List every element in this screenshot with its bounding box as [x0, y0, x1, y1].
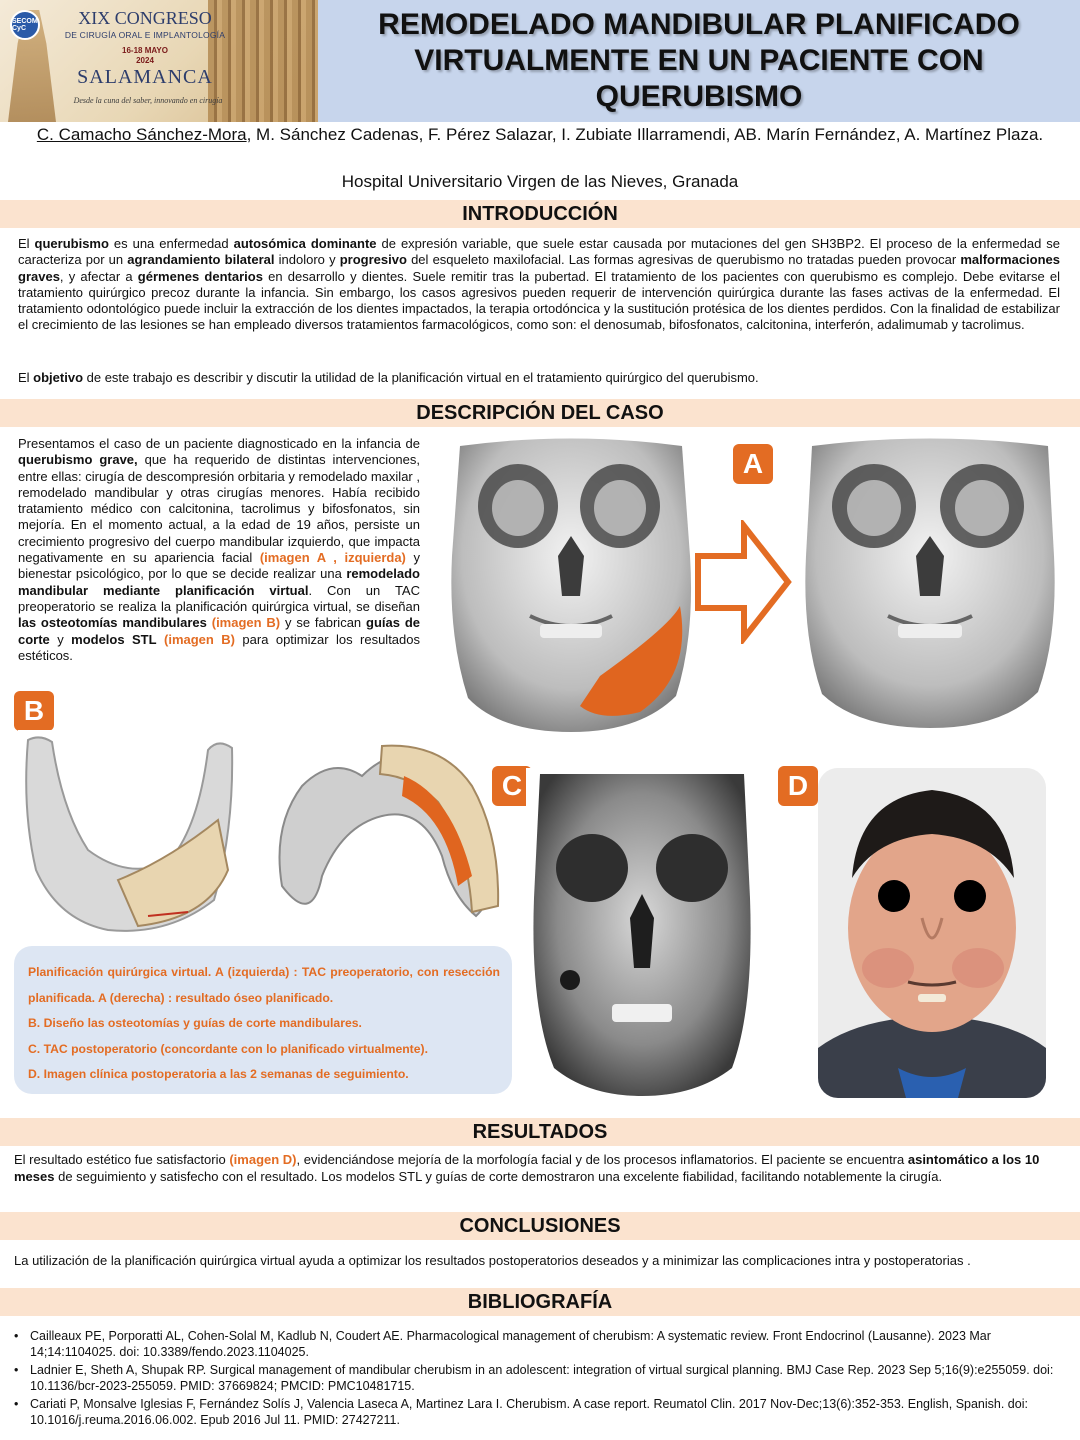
authors: [0, 124, 1080, 146]
text-run: para optimizar los resultados estéticos.: [18, 631, 420, 663]
logo-motto: Desde la cuna del saber, innovando en cirugía: [73, 96, 223, 105]
bold-text-run: querubismo: [34, 236, 109, 251]
affiliation: Hospital Universitario Virgen de las Nieves, Granada: [341, 172, 739, 191]
label-c: C: [492, 766, 532, 806]
caption-line-a: Planificación quirúrgica virtual. A (izquierda) : TAC preoperatorio, con resección planificada. A (derecha) : resultado óseo planificado.: [28, 965, 500, 1005]
image-a-planned-skull: [792, 436, 1068, 736]
bibliography-list: [14, 1328, 1066, 1430]
text-run: es una enfermedad: [108, 236, 234, 251]
bold-text-run: gérmenes dentarios: [137, 268, 263, 284]
text-run: indoloro y: [274, 252, 340, 268]
title-box: [318, 0, 1080, 122]
congress-logo: [0, 0, 318, 122]
poster-title: REMODELADO MANDIBULAR PLANIFICADO VIRTUALMENTE EN UN PACIENTE CON QUERUBISMO: [378, 8, 1020, 113]
text-run: del esqueleto maxilofacial. Las formas agresivas de querubismo no tratadas pueden provocar: [406, 252, 961, 268]
image-b-stl-model: [262, 736, 512, 936]
bold-text-run: las osteotomías mandibulares: [18, 615, 207, 631]
section-header-results: RESULTADOS: [0, 1118, 1080, 1146]
reference-item: • Cailleaux PE, Porporatti AL, Cohen-Solal M, Kadlub N, Coudert AE. Pharmacological management of cherubism: A systematic review. Front Endocrinol (Lausanne). 2023 Mar 14;14:1104025. doi: 10.3389/fendo.2023.1104025.: [14, 1328, 1066, 1360]
label-a: A: [733, 444, 773, 484]
logo-congress: XIX CONGRESO: [78, 8, 212, 28]
bold-text-run: asintomático a los 10 meses: [14, 1152, 1040, 1184]
bold-text-run: remodelado mandibular mediante planificación virtual: [18, 566, 420, 598]
image-b-mandible-guide: [18, 730, 256, 940]
intro-paragraph: [18, 236, 1060, 334]
bold-text-run: guías de corte: [18, 615, 420, 647]
text-run: [157, 632, 164, 647]
image-reference: (imagen A , izquierda): [259, 550, 406, 566]
text-run: de expresión variable, que suele estar causada por mutaciones del gen SH3BP2. El proceso de la enfermedad se caracteriza por un: [18, 236, 1061, 268]
caption-line-b: B. Diseño las osteotomías y guías de corte mandibulares.: [28, 1016, 362, 1030]
text-run: y se fabrican: [280, 615, 367, 631]
arrow-right-icon: [694, 520, 792, 644]
results-paragraph: [14, 1151, 1050, 1185]
secom-seal: SECOM CyC: [10, 10, 40, 40]
other-authors: , M. Sánchez Cadenas, F. Pérez Salazar, I. Zubiate Illarramendi, AB. Marín Fernández, A. Martínez Plaza.: [246, 125, 1044, 144]
text-run: y: [49, 631, 72, 647]
logo-dates: 16-18 MAYO: [122, 46, 168, 55]
section-header-intro: INTRODUCCIÓN: [0, 200, 1080, 228]
poster-header: [0, 0, 1080, 122]
conclusions-paragraph: La utilización de la planificación quirúrgica virtual ayuda a optimizar los resultados postoperatorios deseados y a minimizar las complicaciones intra y postoperatorias .: [14, 1253, 971, 1268]
logo-subtitle: DE CIRUGÍA ORAL E IMPLANTOLOGÍA: [64, 30, 226, 40]
bold-text-run: malformaciones graves: [18, 252, 1061, 284]
text-run: El resultado estético fue satisfactorio: [14, 1152, 230, 1167]
bold-text-run: agrandamiento bilateral: [127, 252, 275, 268]
text-run: . Con un TAC preoperatorio se realiza la planificación quirúrgica virtual, se diseñan: [18, 582, 420, 614]
label-d: D: [778, 766, 818, 806]
logo-city: SALAMANCA: [77, 66, 213, 88]
objective-paragraph: [18, 370, 1060, 386]
bold-text-run: modelos STL: [71, 631, 157, 647]
logo-year: 2024: [136, 56, 154, 65]
case-description: [18, 436, 420, 664]
image-a-preop-skull: [440, 436, 702, 736]
first-author: C. Camacho Sánchez-Mora: [36, 125, 247, 144]
image-d-postop-photo: [818, 768, 1046, 1098]
text-run: que ha requerido de distintas intervenciones, entre ellas: cirugía de descompresión orbitaria y remodelado maxilar , remodelado mandibular y otras cirugías menores. Había recibido tratamiento médico con calcitonina, tacrolimus y bifosfonatos, sin mejoría. En el momento actual, a la edad de 19 años, persiste un crecimiento progresivo del cuerpo mandibular izquierdo, que impacta negativamente en su apariencia facial: [18, 452, 421, 566]
caption-line-d: D. Imagen clínica postoperatoria a las 2 semanas de seguimiento.: [28, 1067, 409, 1081]
reference-item: • Ladnier E, Sheth A, Shupak RP. Surgical management of mandibular cherubism in an adolescent: integration of virtual surgical planning. BMJ Case Rep. 2023 Sep 5;16(9):e255059. doi: 10.1136/bcr-2023-255059. PMID: 37669824; PMCID: PMC10481715.: [14, 1362, 1066, 1394]
image-reference: (imagen D): [229, 1152, 297, 1167]
image-c-postop-ct: [526, 768, 758, 1098]
text-run: El: [18, 236, 35, 251]
text-run: El: [18, 370, 34, 385]
figure-caption: [14, 946, 512, 1094]
section-header-conclusions: CONCLUSIONES: [0, 1212, 1080, 1240]
text-run: Presentamos el caso de un paciente diagnosticado en la infancia de: [18, 436, 420, 451]
section-header-bibliography: BIBLIOGRAFÍA: [0, 1288, 1080, 1316]
bold-text-run: querubismo grave,: [18, 452, 138, 468]
text-run: , y afectar a: [59, 268, 138, 284]
bold-text-run: autosómica dominante: [233, 236, 377, 251]
section-header-case: DESCRIPCIÓN DEL CASO: [0, 399, 1080, 427]
text-run: , evidenciándose mejoría de la morfología facial y de los procesos inflamatorios. El paciente se encuentra: [296, 1152, 908, 1167]
label-b: B: [14, 691, 54, 731]
text-run: de seguimiento y satisfecho con el resultado. Los modelos STL y guías de corte demostraron una excelente fiabilidad, facilitando notablemente la cirugía.: [54, 1169, 943, 1184]
reference-item: • Cariati P, Monsalve Iglesias F, Fernández Solís J, Valencia Laseca A, Martinez Lara I. Cherubism. A case report. Reumatol Clin. 2017 Nov-Dec;13(6):352-353. English, Spanish. doi: 10.1016/j.reuma.2016.06.002. Epub 2016 Jul 11. PMID: 27427211.: [14, 1396, 1066, 1428]
text-run: y bienestar psicológico, por lo que se decide realizar una: [18, 550, 420, 582]
bold-text-run: progresivo: [339, 252, 407, 268]
text-run: de este trabajo es describir y discutir la utilidad de la planificación virtual en el tratamiento quirúrgico del querubismo.: [83, 370, 759, 385]
text-run: en desarrollo y dientes. Suele remitir tras la pubertad. El tratamiento de los pacientes con querubismo es complejo. Debe evitarse el tratamiento quirúrgico precoz durante la infancia. Sin embargo, los casos agresivos pueden requerir de intervención quirúrgica durante las fases activas de la enfermedad. El tratamiento odontológico puede incluir la extracción de los dientes impactados, la terapia ortodóncica y la sustitución protésica de los dientes perdidos. Con la finalidad de estabilizar el crecimiento de las lesiones se han empleado diversos tratamientos farmacológicos, como son: el denosumab, bifosfonatos, calcitonina, interferón, adalimumab y tacrolimus.: [18, 268, 1060, 333]
image-reference: (imagen B): [211, 615, 281, 631]
image-reference: (imagen B): [164, 631, 235, 647]
bold-text-run: objetivo: [33, 370, 84, 385]
caption-line-c: C. TAC postoperatorio (concordante con lo planificado virtualmente).: [28, 1041, 428, 1056]
